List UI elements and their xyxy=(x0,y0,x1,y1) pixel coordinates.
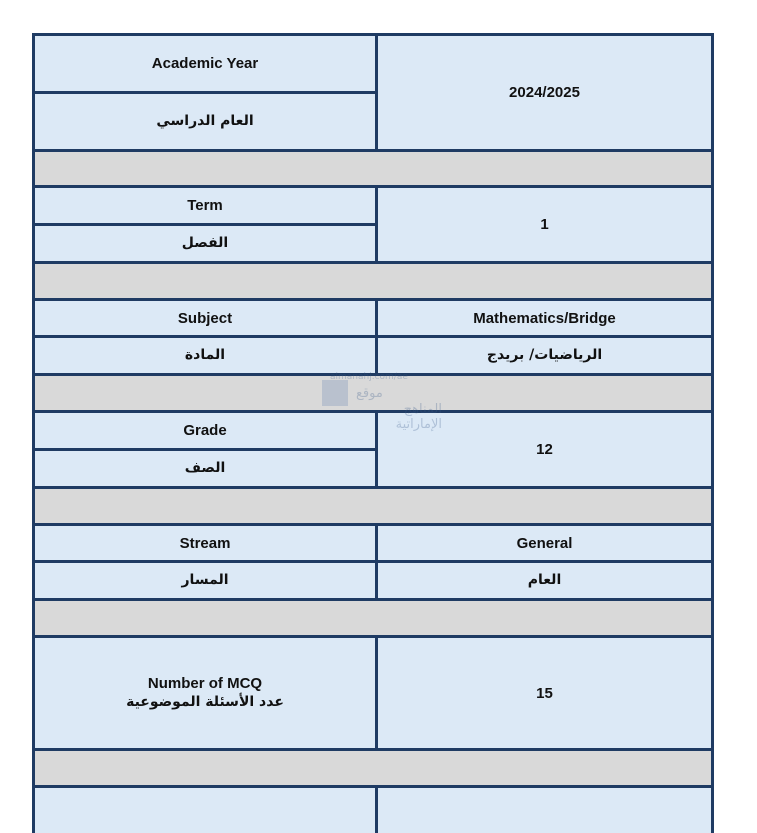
mcq-label-en: Number of MCQ xyxy=(147,675,263,692)
term-label-ar-text: الفصل xyxy=(181,235,229,251)
row-divider xyxy=(35,489,711,523)
term-value-text: 1 xyxy=(540,216,549,233)
watermark-site: almanahj.com/ae xyxy=(330,372,408,382)
mcq-label xyxy=(35,638,375,748)
stream-value-ar xyxy=(378,563,711,598)
grade-value xyxy=(378,413,711,486)
subject-label-ar xyxy=(35,338,375,373)
academic-year-value-text: 2024/2025 xyxy=(509,84,580,101)
mcq-label-ar: عدد الأسئلة الموضوعية xyxy=(126,694,284,710)
stream-label-en-text: Stream xyxy=(179,534,231,552)
subject-value-en-text: Mathematics/Bridge xyxy=(473,309,616,327)
row-divider xyxy=(35,152,711,185)
grade-label-ar-text: الصف xyxy=(184,460,226,476)
term-label-ar xyxy=(35,226,375,261)
stream-value-en xyxy=(378,526,711,560)
watermark-line2: المناهج الإماراتية xyxy=(395,402,442,432)
row-divider xyxy=(35,601,711,635)
stream-label-ar xyxy=(35,563,375,598)
academic-year-label-ar-text: العام الدراسي xyxy=(156,113,254,129)
academic-year-label-ar xyxy=(35,94,375,149)
row-divider xyxy=(35,376,711,410)
info-table xyxy=(32,33,714,833)
stream-value-ar-text: العام xyxy=(527,572,562,588)
grade-label-en-text: Grade xyxy=(183,422,227,439)
academic-year-value xyxy=(378,36,711,149)
term-value xyxy=(378,188,711,261)
subject-value-ar xyxy=(378,338,711,373)
watermark-line1: موقع xyxy=(356,386,383,401)
mcq-value-text: 15 xyxy=(536,684,553,702)
subject-value-en xyxy=(378,301,711,335)
grade-label-ar xyxy=(35,451,375,486)
next-row-left xyxy=(35,788,375,833)
row-divider xyxy=(35,264,711,298)
mcq-value xyxy=(378,638,711,748)
term-label-en xyxy=(35,188,375,223)
subject-label-ar-text: المادة xyxy=(184,347,226,363)
grade-value-text: 12 xyxy=(536,441,553,458)
grade-label-en xyxy=(35,413,375,448)
term-label-en-text: Term xyxy=(187,197,223,214)
row-divider xyxy=(35,751,711,785)
stream-label-ar-text: المسار xyxy=(181,572,229,588)
subject-label-en xyxy=(35,301,375,335)
academic-year-label-en xyxy=(35,36,375,91)
academic-year-label-en-text: Academic Year xyxy=(151,55,259,72)
subject-label-en-text: Subject xyxy=(177,309,233,327)
subject-value-ar-text: الرياضيات/ بريدج xyxy=(486,347,603,363)
stream-label-en xyxy=(35,526,375,560)
stream-value-en-text: General xyxy=(516,534,573,552)
next-row-right xyxy=(378,788,711,833)
